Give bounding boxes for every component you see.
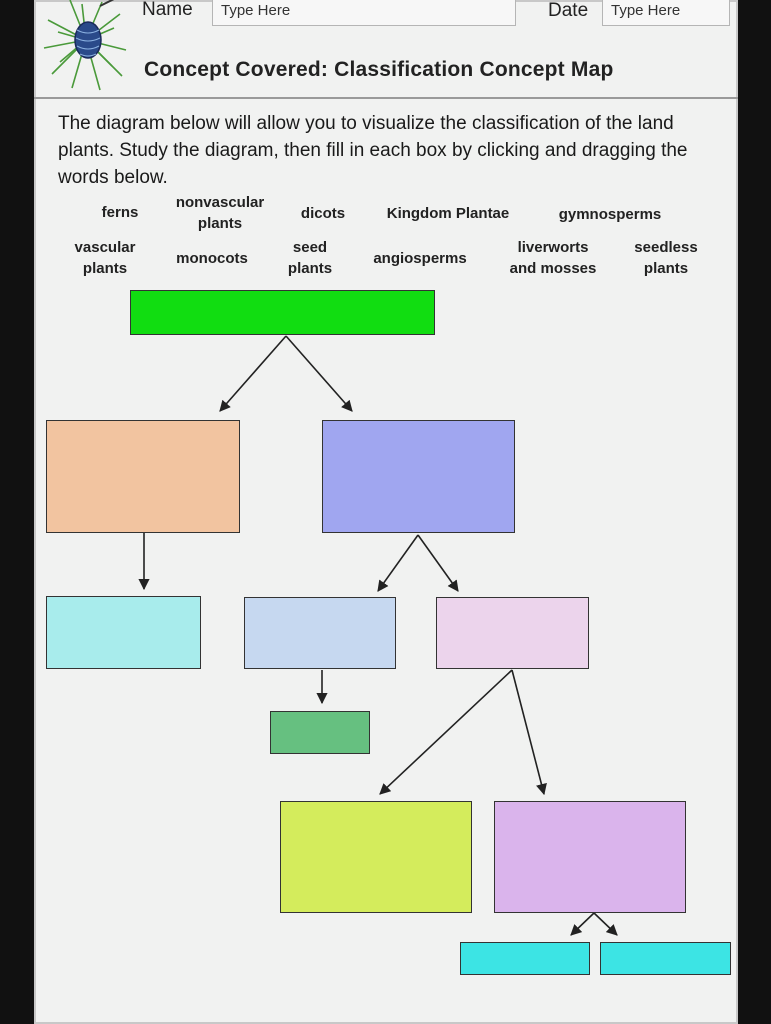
arrow-right-to-pink — [418, 535, 458, 591]
drop-box-lightblue[interactable] — [244, 597, 396, 669]
drop-box-lime[interactable] — [280, 801, 472, 913]
concept-title: Concept Covered: Classification Concept Map — [144, 58, 614, 81]
word-seedless-line2: plants — [643, 260, 689, 277]
word-ferns-label: ferns — [101, 204, 139, 221]
word-vascular-line1: vascular — [74, 239, 136, 256]
word-liverworts-line2: and mosses — [509, 260, 597, 277]
word-nonvascular-line2: plants — [197, 215, 243, 232]
arrow-lavender-to-aqua-right — [594, 913, 617, 935]
drop-box-lavender[interactable] — [494, 801, 686, 913]
drop-box-cyan[interactable] — [46, 596, 201, 669]
date-input[interactable]: Type Here — [602, 0, 730, 26]
arrow-pink-to-lavender — [512, 670, 544, 794]
word-seed-line2: plants — [287, 260, 333, 277]
arrow-top-to-right — [286, 336, 352, 411]
word-angiosperms-label: angiosperms — [373, 250, 467, 267]
word-kingdom-label: Kingdom Plantae — [386, 205, 510, 222]
name-input[interactable]: Type Here — [212, 0, 516, 26]
drop-box-right-mid[interactable] — [322, 420, 515, 533]
word-nonvascular-line1: nonvascular — [175, 194, 265, 211]
worksheet-page — [34, 0, 738, 1024]
word-gymnosperms-label: gymnosperms — [558, 206, 662, 223]
word-monocots-label: monocots — [176, 250, 248, 267]
word-seedless-line1: seedless — [634, 239, 698, 256]
drop-box-aqua-right[interactable] — [600, 942, 731, 975]
name-label: Name — [142, 0, 193, 20]
arrow-pink-to-lime — [380, 670, 512, 794]
drop-box-pink[interactable] — [436, 597, 589, 669]
drop-box-aqua-left[interactable] — [460, 942, 590, 975]
drop-box-top[interactable] — [130, 290, 435, 335]
arrow-lavender-to-aqua-left — [571, 913, 594, 935]
word-seed-line1: seed — [292, 239, 328, 256]
instructions-text: The diagram below will allow you to visualize the classification of the land plants. Study the diagram, then fill in each box by clicking and dragging the words below. — [58, 113, 688, 188]
drop-box-left-mid[interactable] — [46, 420, 240, 533]
drop-box-green-small[interactable] — [270, 711, 370, 754]
word-dicots-label: dicots — [300, 205, 346, 222]
arrow-right-to-lightblue — [378, 535, 418, 591]
arrow-top-to-left — [220, 336, 286, 411]
word-vascular-line2: plants — [82, 260, 128, 277]
date-label: Date — [548, 0, 589, 21]
word-liverworts-line1: liverworts — [517, 239, 589, 256]
